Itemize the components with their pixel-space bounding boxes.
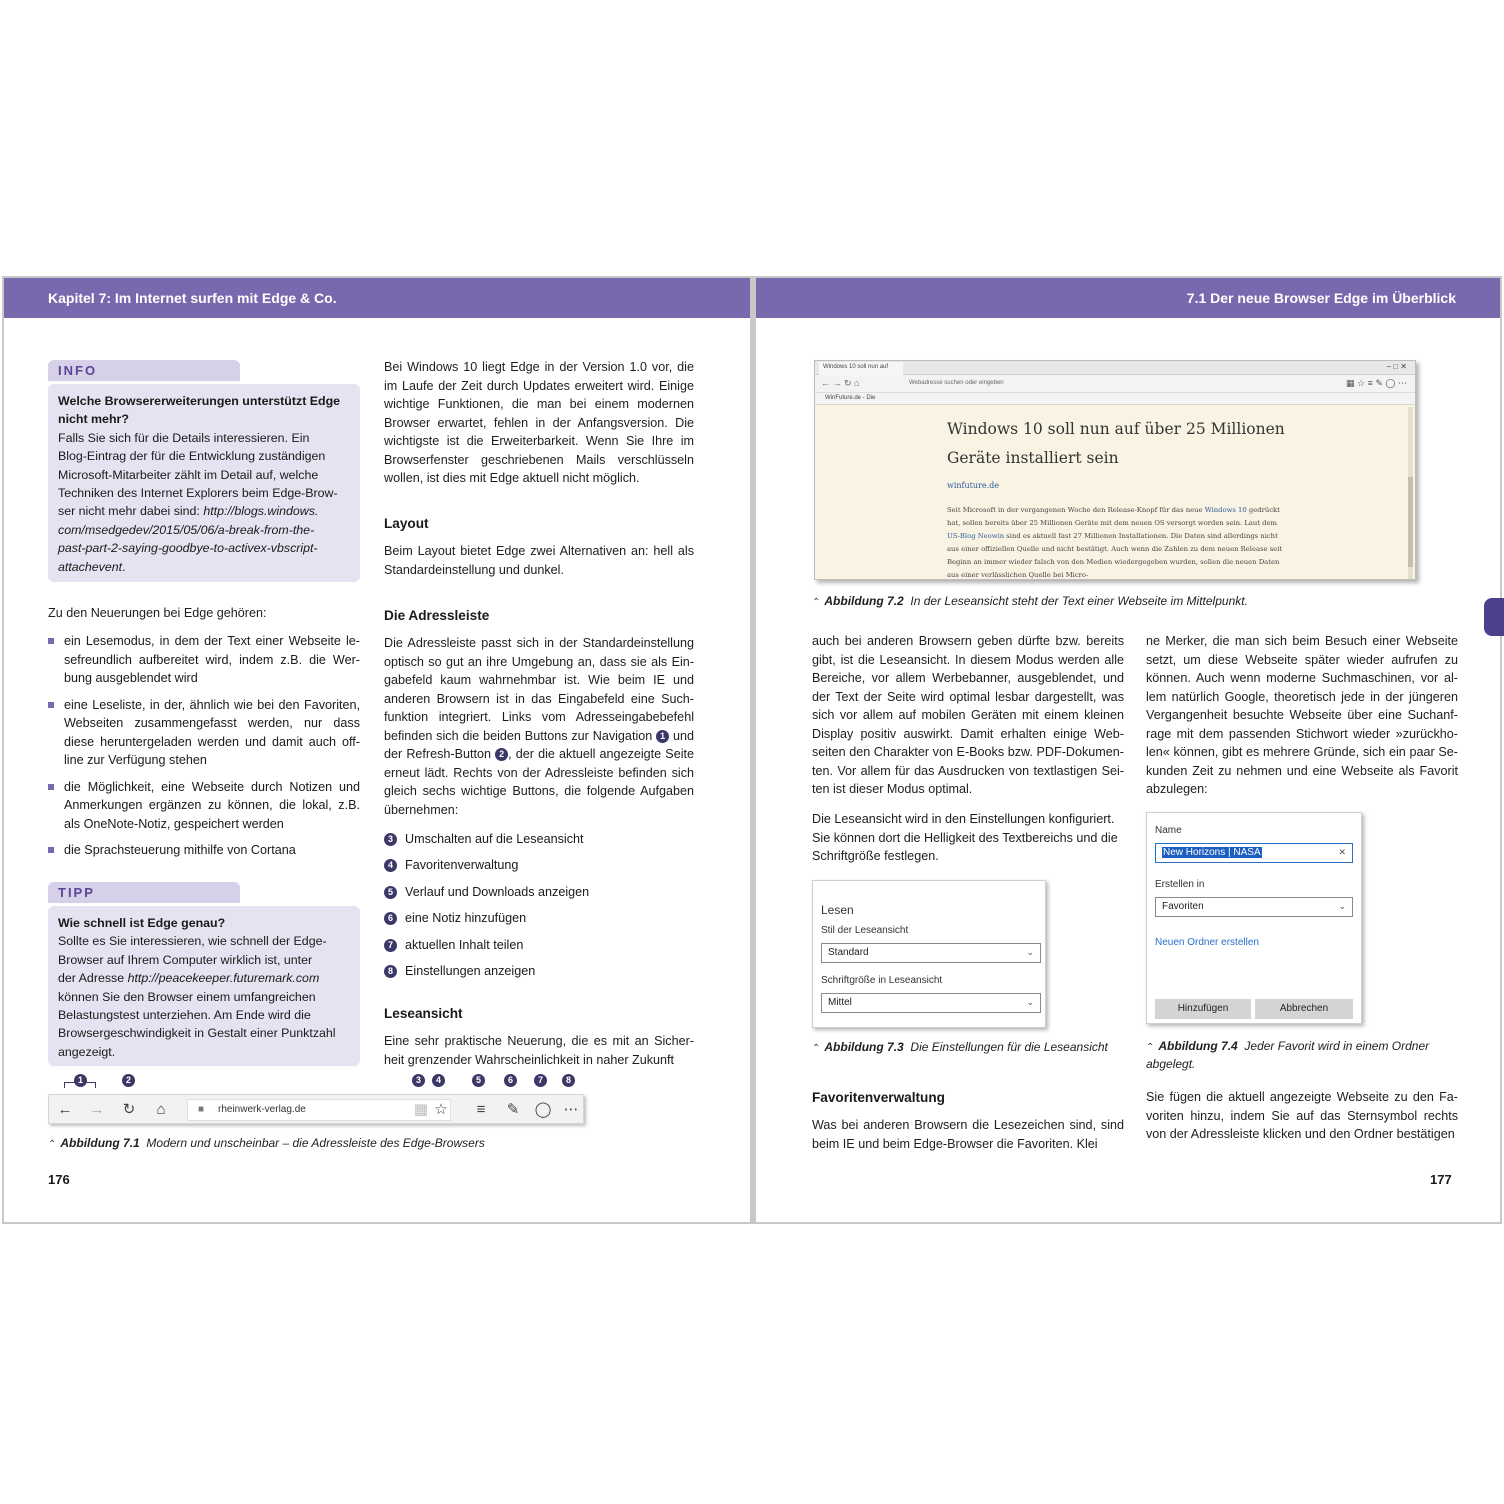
info-url[interactable]: attachevent — [58, 559, 123, 574]
size-label: Schriftgröße in Leseansicht — [821, 975, 943, 986]
callout-5: 5 — [472, 1074, 485, 1087]
chapter-thumb-tab — [1484, 598, 1504, 636]
page-number-left: 176 — [48, 1172, 70, 1187]
refresh-icon[interactable]: ↻ — [122, 1101, 136, 1118]
tipp-line: Belastungstest unterziehen. Am Ende wird die — [58, 1008, 311, 1023]
reader-view-screenshot — [814, 360, 1416, 580]
figure-7-2-caption: ⌃ Abbildung 7.2 In der Leseansicht steht der Text einer Webseite im Mittelpunkt. — [812, 594, 1248, 608]
article-title: Geräte installiert sein — [947, 449, 1119, 467]
address-input[interactable]: ■ rheinwerk-verlag.de — [187, 1099, 451, 1121]
name-label: Name — [1155, 825, 1182, 836]
col2-intro: Bei Windows 10 liegt Edge in der Version 1.0 vor, die im Laufe der Zeit durch Updates erweitert wird. Einige wichtige Funktionen, die man bei einem modernen Browser erwartet, fehlen in der Anfangsversion. Die wichtigste ist die Erweiterbarkeit. Wenn Sie Ihre im Browserfenster geschriebenen Mails verschlüsseln wollen, ist dies mit Edge aktuell nicht möglich. — [384, 360, 694, 485]
add-favorite-dialog — [1146, 812, 1362, 1024]
col3-paragraph-1: auch bei anderen Browsern geben dürfte bzw. bereits gibt, ist die Leseansicht. In diesem Modus werden alle Bereiche, vor allem Werbebanner, ausgeblendet, und der Text der Seite wird optimal lesbar dargestellt, was sich vor allem auf mobilen Geräten mit einem kleinen Display positiv auswirkt. Damit erhalten einige Webseiten den Charakter von E-Books bzw. PDF-Dokumenten. Vor allem für das Ausdrucken von textlastigen Seiten ist dieser Modus optimal. — [812, 634, 1124, 796]
info-url[interactable]: past-part-2-saying-goodbye-to-activex-vbscript- — [58, 541, 318, 556]
article-source: winfuture.de — [947, 481, 999, 490]
reader-content — [947, 415, 1287, 580]
col4-paragraph-1: ne Merker, die man sich beim Besuch einer Webseite setzt, um diese Webseite später wieder aufrufen zu können. Auch wenn moderne Suchmaschinen, vor allem natürlich Google, theoretisch jede in der jüngeren Vergangenheit besuchte Webseite über eine Suchanfrage mit dem passenden Stichwort wieder »zurückholen« können, gibt es mehrere Gründe, sich ein paar Sekunden Zeit zu nehmen und eine Webseite als Favorit abzulegen: — [1146, 634, 1458, 796]
scrollbar[interactable] — [1408, 407, 1413, 579]
leseansicht-paragraph: Eine sehr praktische Neuerung, die es mit an Sicherheit grenzender Wahrscheinlichkeit in naher Zukunft — [384, 1034, 694, 1067]
info-line — [58, 521, 350, 539]
callout-4: 4 — [432, 1074, 445, 1087]
more-icon[interactable]: ⋯ — [563, 1101, 579, 1118]
callout-7: 7 — [534, 1074, 547, 1087]
info-url[interactable]: http://blogs.windows. — [203, 504, 319, 519]
col4-paragraph-2: Sie fügen die aktuell angezeigte Webseite zu den Favoriten hinzu, indem Sie auf das Sternsymbol rechts von der Adressleiste klicken und den Ordner bestätigen — [1146, 1090, 1458, 1141]
figure-7-3-caption: ⌃ Abbildung 7.3 Die Einstellungen für die Leseansicht — [812, 1040, 1108, 1054]
close-icon: ✕ — [1338, 847, 1346, 857]
style-select[interactable]: Standard ⌄ — [821, 943, 1041, 963]
list-item: 5 Verlauf und Downloads anzeigen — [384, 883, 694, 909]
book-spread — [2, 276, 1502, 1224]
chevron-down-icon: ⌄ — [1026, 997, 1034, 1007]
gutter — [750, 278, 756, 1222]
col3-paragraph-2: Die Leseansicht wird in den Einstellungen konfiguriert. Sie können dort die Helligkeit des Textbereichs und die Schriftgröße festlegen. — [812, 812, 1118, 863]
new-folder-link[interactable]: Neuen Ordner erstellen — [1155, 937, 1259, 948]
layout-paragraph: Beim Layout bietet Edge zwei Alternativen an: hell als Standardeinstellung und dunkel. — [384, 544, 694, 577]
tipp-line: der Adresse http://peacekeeper.futuremark.com — [58, 971, 320, 986]
folder-select[interactable]: Favoriten ⌄ — [1155, 897, 1353, 917]
left-running-header: Kapitel 7: Im Internet surfen mit Edge & Co. — [4, 278, 750, 318]
list-item: die Möglichkeit, eine Webseite durch Notizen und Anmerkungen ergänzen zu können, die lokal, z.B. als OneNote-Notiz, gespeichert werden — [48, 778, 360, 834]
tipp-question: Wie schnell ist Edge genau? — [58, 916, 226, 930]
list-item: ein Lesemodus, in dem der Text einer Webseite lesefreundlich aufbereitet wird, indem z.B. die Werbung ausgeblendet wird — [48, 632, 360, 688]
info-question-1: Welche Browsererweiterungen unterstützt Edge — [58, 394, 341, 408]
button-function-list — [384, 830, 694, 988]
forward-arrow-icon[interactable]: → — [89, 1101, 105, 1118]
list-item: 6 eine Notiz hinzufügen — [384, 909, 694, 935]
callout-6: 6 — [504, 1074, 517, 1087]
info-line: Techniken des Internet Explorers beim Edge-Brow- — [58, 486, 338, 501]
caption-marker-icon: ⌃ — [1146, 1042, 1155, 1053]
callout-2: 2 — [122, 1074, 135, 1087]
window-controls-icon[interactable]: – □ ✕ — [1386, 362, 1407, 371]
tipp-tab: TIPP — [48, 882, 240, 903]
list-item: 7 aktuellen Inhalt teilen — [384, 936, 694, 962]
info-tab: INFO — [48, 360, 240, 381]
heading-leseansicht: Leseansicht — [384, 1006, 463, 1021]
back-arrow-icon[interactable]: ← — [57, 1101, 73, 1118]
reading-view-icon[interactable]: ▦ — [413, 1101, 429, 1118]
hub-icon[interactable]: ≡ — [476, 1101, 486, 1118]
tipp-line: angezeigt. — [58, 1044, 116, 1059]
caption-marker-icon: ⌃ — [812, 1043, 821, 1054]
heading-adressleiste: Die Adressleiste — [384, 608, 490, 623]
favoriten-paragraph: Was bei anderen Browsern die Lesezeichen sind, sind beim IE und beim Edge-Browser die Favoriten. Klei — [812, 1118, 1124, 1151]
feature-list — [48, 632, 360, 868]
info-question-2: nicht mehr? — [58, 412, 129, 427]
size-select[interactable]: Mittel ⌄ — [821, 993, 1041, 1013]
toolbar-buttons-icon[interactable]: ▦ ☆ ≡ ✎ ◯ ⋯ — [1346, 378, 1407, 388]
create-in-label: Erstellen in — [1155, 879, 1205, 890]
caption-marker-icon: ⌃ — [48, 1139, 57, 1150]
tipp-line: können Sie den Browser einem umfangreichen — [58, 989, 316, 1004]
caption-marker-icon: ⌃ — [812, 597, 821, 608]
nav-icons[interactable]: ← → ↻ ⌂ — [821, 378, 860, 388]
address-bar-callouts — [48, 1072, 588, 1096]
left-intro: Zu den Neuerungen bei Edge gehören: — [48, 606, 267, 620]
browser-tab-bar — [815, 361, 1415, 375]
list-item: eine Leseliste, in der, ähnlich wie bei den Favoriten, Webseiten zusammengefasst werden, nur dass diese heruntergeladen werden und damit auch offline zur Verfügung stehen — [48, 696, 360, 770]
heading-layout: Layout — [384, 516, 429, 531]
tipp-line: Sollte es Sie interessieren, wie schnell der Edge- — [58, 934, 327, 949]
list-item: 8 Einstellungen anzeigen — [384, 962, 694, 988]
browser-tab[interactable]: Windows 10 soll nun auf — [819, 362, 903, 375]
info-line — [58, 539, 350, 557]
chevron-down-icon: ⌄ — [1026, 947, 1034, 957]
inline-callout-2: 2 — [495, 748, 508, 761]
reading-settings-panel — [812, 880, 1046, 1028]
info-url[interactable]: com/msedgedev/2015/05/06/a-break-from-the- — [58, 522, 315, 537]
info-line: Microsoft-Mitarbeiter zählt im Detail auf, welche — [58, 467, 319, 482]
info-line: ser nicht mehr dabei sind: http://blogs.windows. — [58, 504, 319, 519]
share-icon[interactable]: ◯ — [534, 1101, 552, 1118]
style-label: Stil der Leseansicht — [821, 925, 909, 936]
cancel-button[interactable]: Abbrechen — [1255, 999, 1353, 1019]
article-body: Seit Microsoft in der vergangenen Woche den Release-Knopf für das neue Windows 10 gedrückt hat, sollen bereits über 25 Millionen Geräte mit dem neuen OS versorgt worden sein. Laut dem US-Blog Neowin sind es aktuell fast 27 Millionen Installationen. Die Daten sind allerdings nicht aus einer offiziellen Quelle und nicht bestätigt. Auch wenn die Zahlen zu dem neuen Release seit Beginn an immer wieder falsch von den Medien wiedergegeben wurden, sollen die neuen Daten aus einer verlässlichen Quelle bei Micro- — [947, 506, 1283, 579]
add-button[interactable]: Hinzufügen — [1155, 999, 1251, 1019]
info-box — [48, 384, 360, 582]
star-icon[interactable]: ☆ — [434, 1101, 448, 1118]
favorites-bar[interactable]: WinFuture.de - Die — [815, 393, 1415, 405]
page-number-right: 177 — [1430, 1172, 1452, 1187]
figure-7-1-caption: ⌃ Abbildung 7.1 Modern und unscheinbar – die Adressleiste des Edge-Browsers — [48, 1136, 485, 1150]
right-running-header: 7.1 Der neue Browser Edge im Überblick — [756, 278, 1500, 318]
browser-toolbar — [815, 375, 1415, 393]
tipp-line: Browsergeschwindigkeit in Gestalt einer Punktzahl — [58, 1026, 336, 1041]
callout-3: 3 — [412, 1074, 425, 1087]
callout-8: 8 — [562, 1074, 575, 1087]
inline-callout-1: 1 — [656, 730, 669, 743]
adressleiste-paragraph: Die Adressleiste passt sich in der Standardeinstellung optisch so gut an ihre Umgebung an, dass sie als Eingabefeld kaum wahrnehmbar ist. Wie beim IE und anderen Browsern ist in das Eingabefeld eine Suchfunktion integriert. Links vom Adresseingabebefehl befinden sich die beiden Buttons zur Navigation 1 und der Refresh-Button 2 , der die aktuell angezeigte Seite erneut lädt. Rechts von der Adressleiste befinden sich gleich sechs wichtige Buttons, die folgende Aufgaben übernehmen: — [384, 636, 695, 817]
chevron-down-icon: ⌄ — [1338, 901, 1346, 911]
tipp-url[interactable]: http://peacekeeper.futuremark.com — [127, 971, 320, 986]
list-item: die Sprachsteuerung mithilfe von Cortana — [48, 841, 360, 860]
tipp-line: Browser auf Ihrem Computer wirklich ist, unter — [58, 952, 313, 967]
note-icon[interactable]: ✎ — [506, 1101, 520, 1118]
info-line: attachevent. — [58, 559, 126, 574]
callout-1: 1 — [74, 1074, 87, 1087]
list-item: 4 Favoritenverwaltung — [384, 856, 694, 882]
address-placeholder[interactable]: Webadresse suchen oder eingeben — [909, 380, 1004, 386]
article-title: Windows 10 soll nun auf über 25 Millionen — [947, 420, 1285, 438]
tipp-box — [48, 906, 360, 1066]
panel-title: Lesen — [821, 903, 854, 917]
info-line: Blog-Eintrag der für die Entwicklung zuständigen — [58, 449, 326, 464]
info-line: Falls Sie sich für die Details interessieren. Ein — [58, 430, 310, 445]
address-bar-figure — [48, 1094, 584, 1124]
name-input[interactable]: New Horizons | NASA ✕ — [1155, 843, 1353, 863]
lock-icon: ■ — [198, 1104, 205, 1115]
figure-7-4-caption: ⌃ Abbildung 7.4 Jeder Favorit wird in einem Ordner abgelegt. — [1146, 1039, 1430, 1071]
list-item: 3 Umschalten auf die Leseansicht — [384, 830, 694, 856]
home-icon[interactable]: ⌂ — [156, 1101, 166, 1118]
heading-favoritenverwaltung: Favoritenverwaltung — [812, 1090, 945, 1105]
